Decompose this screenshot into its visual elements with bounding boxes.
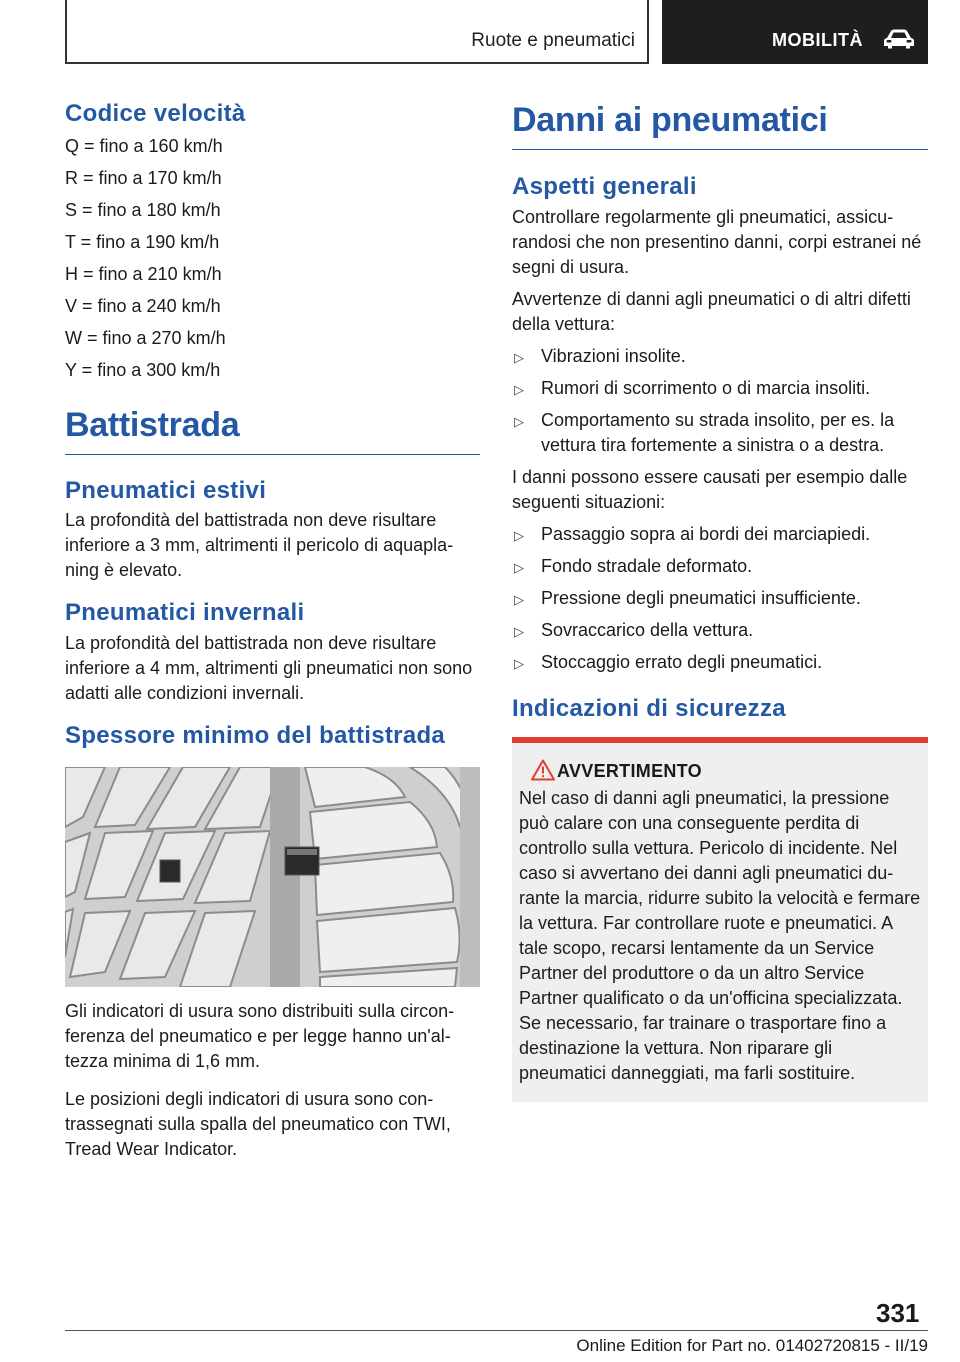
list-item: ▷ Sovraccarico della vettura. xyxy=(512,618,928,643)
speed-code-list xyxy=(65,134,480,383)
tyre-damage-heading: Danni ai pneumatici xyxy=(512,100,928,150)
causes-list xyxy=(512,522,928,675)
warning-title: AVVERTIMENTO xyxy=(519,761,921,782)
signs-list xyxy=(512,344,928,458)
speed-code-item: R = fino a 170 km/h xyxy=(65,167,222,188)
speed-code-item: Q = fino a 160 km/h xyxy=(65,135,223,156)
page-header xyxy=(65,0,928,64)
bullet-triangle-icon: ▷ xyxy=(514,527,524,543)
warning-box xyxy=(512,737,928,1102)
bullet-triangle-icon: ▷ xyxy=(514,559,524,575)
tread-heading: Battistrada xyxy=(65,405,480,455)
bullet-triangle-icon: ▷ xyxy=(514,655,524,671)
speed-code-item: H = fino a 210 km/h xyxy=(65,263,222,284)
min-tread-heading: Spessore minimo del battistrada xyxy=(65,722,446,750)
general-heading: Aspetti generali xyxy=(512,172,697,200)
list-item: ▷ Fondo stradale deformato. xyxy=(512,554,928,579)
speed-code-item: V = fino a 240 km/h xyxy=(65,295,221,316)
footer-divider xyxy=(65,1330,928,1331)
speed-code-item: W = fino a 270 km/h xyxy=(65,327,226,348)
bullet-triangle-icon: ▷ xyxy=(514,623,524,639)
speed-code-heading: Codice velocità xyxy=(65,100,246,127)
wear-indicator-text: Gli indicatori di usura sono distribuiti sulla circonferenza del pneumatico e per legge hanno un'altezza minima di 1,6 mm. xyxy=(65,1000,455,1071)
winter-tyres-text: La profondità del battistrada non deve risultare inferiore a 4 mm, altrimenti gli pneumatici non sono adatti alle condizioni invernali. xyxy=(65,633,473,704)
list-item: ▷ Vibrazioni insolite. xyxy=(512,344,928,369)
speed-code-item: S = fino a 180 km/h xyxy=(65,199,221,220)
bullet-triangle-icon: ▷ xyxy=(514,349,524,365)
section-title: Ruote e pneumatici xyxy=(471,30,635,51)
section-tab xyxy=(65,0,649,64)
list-item: ▷ Pressione degli pneumatici insufficiente. xyxy=(512,586,928,611)
car-icon xyxy=(882,28,916,50)
warning-triangle-icon xyxy=(531,759,555,781)
chapter-tab xyxy=(662,0,928,64)
twi-text: Le posizioni degli indicatori di usura sono contrassegnati sulla spalla del pneumatico con TWI, Tread Wear Indicator. xyxy=(65,1088,451,1159)
left-column xyxy=(65,100,480,1162)
list-item: ▷ Comportamento su strada insolito, per es. la vettura tira fortemente a sinistra o a destra. xyxy=(514,409,895,455)
speed-code-item: T = fino a 190 km/h xyxy=(65,231,220,252)
speed-code-item: Y = fino a 300 km/h xyxy=(65,359,221,380)
warning-text: Nel caso di danni agli pneumatici, la pressione può calare con una conseguente perdita di controllo sulla vettura. Pericolo di incidente. Nel caso si avvertano dei danni agli pneumatici durante la marcia, ridurre subito la velocità e fermare la vettura. Far controllare ruote e pneumatici. A tale scopo, recarsi lentamente da un Service Partner del produttore o da un altro Service Partner qualificato o da un'officina specializzata. Se necessario, far trainare o trasportare fino a destinazione la vettura. Non riparare gli pneumatici danneggiati, ma farli sostituire. xyxy=(519,788,921,1084)
causes-intro: I danni possono essere causati per esempio dalle seguenti situazioni: xyxy=(512,466,908,512)
page-number: 331 xyxy=(876,1298,920,1328)
summer-tyres-text: La profondità del battistrada non deve risultare inferiore a 3 mm, altrimenti il pericolo di aquaplaning è elevato. xyxy=(65,510,454,581)
safety-heading: Indicazioni di sicurezza xyxy=(512,694,786,722)
general-text: Controllare regolarmente gli pneumatici, assicurandosi che non presentino danni, corpi estranei né segni di usura. xyxy=(512,206,922,277)
list-item: ▷ Passaggio sopra ai bordi dei marciapiedi. xyxy=(512,522,928,547)
tread-wear-indicator-image xyxy=(65,767,480,987)
list-item: ▷ Stoccaggio errato degli pneumatici. xyxy=(512,650,928,675)
bullet-triangle-icon: ▷ xyxy=(514,591,524,607)
bullet-triangle-icon: ▷ xyxy=(514,413,524,429)
chapter-title: MOBILITÀ xyxy=(772,30,863,50)
edition-footer: Online Edition for Part no. 01402720815 - II/19 xyxy=(576,1336,928,1355)
bullet-triangle-icon: ▷ xyxy=(514,381,524,397)
summer-tyres-heading: Pneumatici estivi xyxy=(65,476,267,504)
winter-tyres-heading: Pneumatici invernali xyxy=(65,599,305,627)
list-item: ▷ Rumori di scorrimento o di marcia insoliti. xyxy=(512,376,928,401)
signs-intro: Avvertenze di danni agli pneumatici o di altri difetti della vettura: xyxy=(512,288,911,334)
right-column xyxy=(512,100,928,1102)
